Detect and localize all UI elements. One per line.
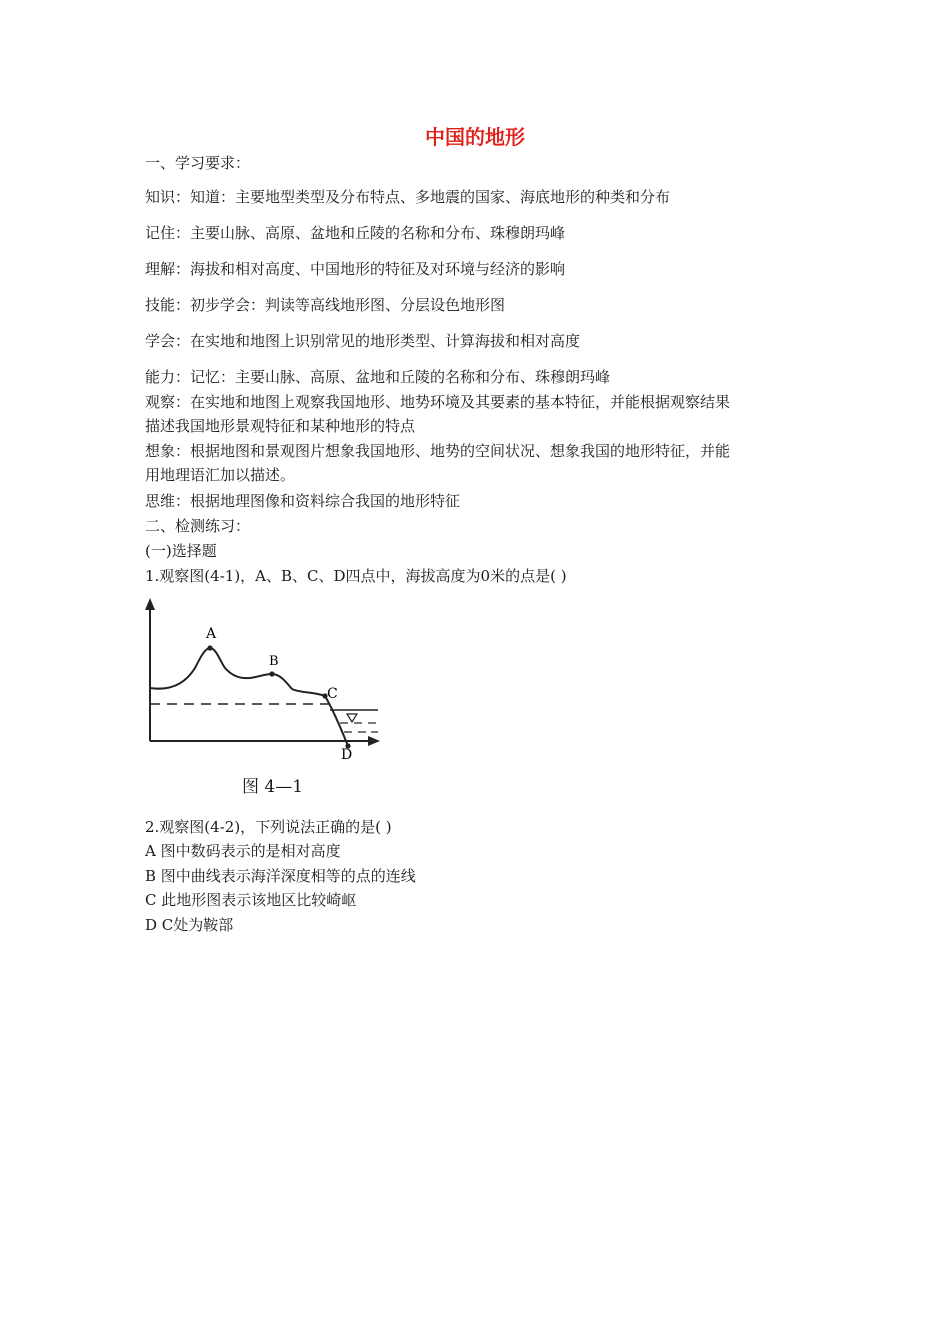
requirement-observe-line1: 观察：在实地和地图上观察我国地形、地势环境及其要素的基本特征，并能根据观察结果 <box>145 393 731 411</box>
point-a-label: A <box>206 626 217 642</box>
requirement-understand: 理解：海拔和相对高度、中国地形的特征及对环境与经济的影响 <box>145 260 566 278</box>
requirement-observe-line2: 描述我国地形景观特征和某种地形的特点 <box>145 417 416 435</box>
y-axis-arrow <box>145 598 155 610</box>
section-heading-requirements: 一、学习要求： <box>145 154 251 172</box>
question-2: 2.观察图(4-2)，下列说法正确的是( ) <box>145 818 392 836</box>
figure-caption: 图 4—1 <box>242 777 304 797</box>
requirement-imagine-line1: 想象：根据地图和景观图片想象我国地形、地势的空间状况、想象我国的地形特征，并能 <box>145 442 731 460</box>
terrain-profile-diagram <box>140 596 390 776</box>
question-2-option-b: B 图中曲线表示海洋深度相等的点的连线 <box>145 867 416 885</box>
figure-4-1 <box>140 596 390 806</box>
point-c-label: C <box>327 686 338 702</box>
point-d-label: D <box>341 747 353 763</box>
x-axis-arrow <box>368 736 380 746</box>
point-b-marker <box>269 671 274 676</box>
requirement-imagine-line2: 用地理语汇加以描述。 <box>145 466 296 484</box>
document-title: 中国的地形 <box>425 125 525 149</box>
terrain-profile-line <box>150 648 348 746</box>
requirement-learn: 学会：在实地和地图上识别常见的地形类型、计算海拔和相对高度 <box>145 332 581 350</box>
requirement-skill: 技能：初步学会：判读等高线地形图、分层设色地形图 <box>145 296 506 314</box>
question-1: 1.观察图(4-1)，A、B、C、D四点中，海拔高度为0米的点是( ) <box>145 567 567 585</box>
water-level-icon <box>347 714 357 722</box>
subsection-choice: (一)选择题 <box>145 542 217 560</box>
point-a-marker <box>207 645 212 650</box>
question-2-option-c: C 此地形图表示该地区比较崎岖 <box>145 891 357 909</box>
question-2-option-d: D C处为鞍部 <box>145 916 234 934</box>
point-b-label: B <box>269 654 279 669</box>
requirement-remember: 记住：主要山脉、高原、盆地和丘陵的名称和分布、珠穆朗玛峰 <box>145 224 566 242</box>
section-heading-practice: 二、检测练习： <box>145 517 251 535</box>
requirement-ability: 能力：记忆：主要山脉、高原、盆地和丘陵的名称和分布、珠穆朗玛峰 <box>145 368 611 386</box>
question-2-option-a: A 图中数码表示的是相对高度 <box>145 842 341 860</box>
requirement-knowledge: 知识：知道：主要地型类型及分布特点、多地震的国家、海底地形的种类和分布 <box>145 188 671 206</box>
requirement-think: 思维：根据地理图像和资料综合我国的地形特征 <box>145 492 461 510</box>
